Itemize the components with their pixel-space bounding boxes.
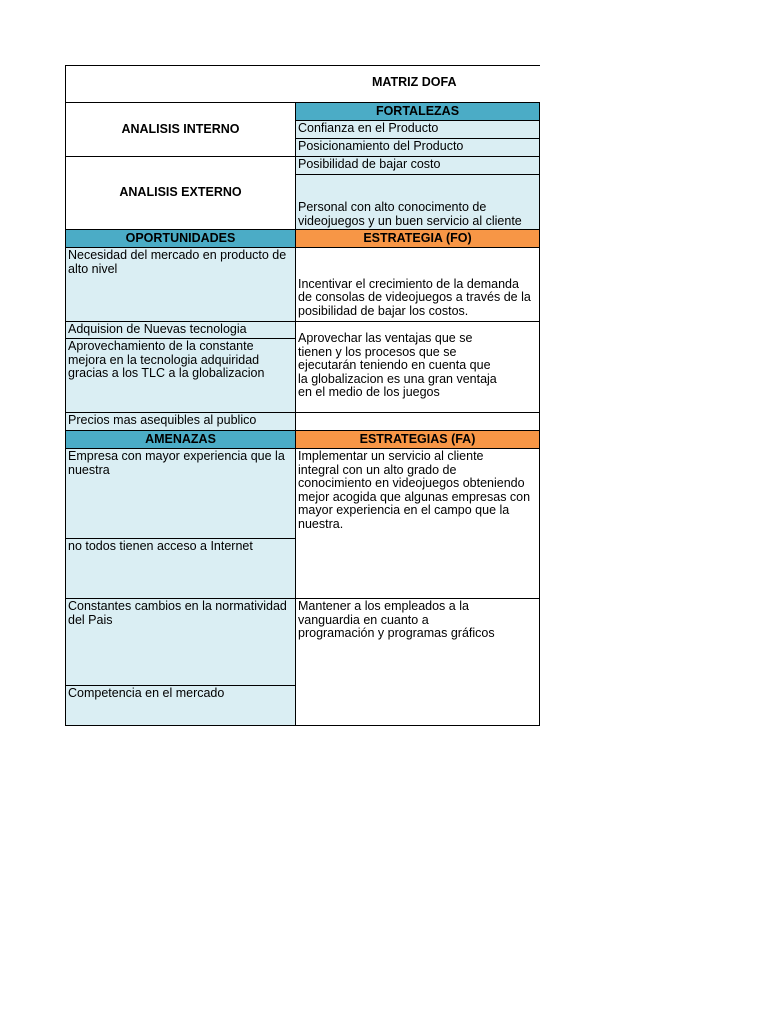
amenaza-item: Competencia en el mercado: [65, 685, 296, 726]
fortaleza-item: Posibilidad de bajar costo: [295, 156, 540, 175]
estrategia-fa-item: Implementar un servicio al cliente integral con un alto grado de conocimiento en videojuegos obteniendo mejor acogida que algunas empresas con mayor experiencia en el campo que la nuestra.: [295, 448, 540, 599]
amenazas-header: AMENAZAS: [65, 430, 296, 449]
empty-cell: [295, 412, 540, 431]
analisis-interno-label: ANALISIS INTERNO: [65, 102, 296, 157]
fortaleza-item-text: Personal con alto conocimento de videojuegos y un buen servicio al cliente: [298, 200, 522, 228]
analisis-externo-label: ANALISIS EXTERNO: [65, 156, 296, 230]
fortaleza-item: Posicionamiento del Producto: [295, 138, 540, 157]
oportunidad-item: Precios mas asequibles al publico: [65, 412, 296, 431]
estrategia-fo-header: ESTRATEGIA (FO): [295, 229, 540, 248]
amenaza-item: Constantes cambios en la normatividad del Pais: [65, 598, 296, 686]
oportunidad-item: Aprovechamiento de la constante mejora en la tecnologia adquiridad gracias a los TLC a la globalizacion: [65, 338, 296, 413]
amenaza-item: Empresa con mayor experiencia que la nuestra: [65, 448, 296, 539]
estrategias-fa-header: ESTRATEGIAS (FA): [295, 430, 540, 449]
fortaleza-item: Confianza en el Producto: [295, 120, 540, 139]
estrategia-fo-item: Aprovechar las ventajas que se tienen y los procesos que se ejecutarán teniendo en cuenta que la globalizacion es una gran ventaja en el medio de los juegos: [295, 321, 540, 413]
estrategia-fo-text: Incentivar el crecimiento de la demanda de consolas de videojuegos a través de la posibilidad de bajar los costos.: [298, 276, 531, 318]
estrategia-fa-item: Mantener a los empleados a la vanguardia en cuanto a programación y programas gráficos: [295, 598, 540, 726]
amenaza-item: no todos tienen acceso a Internet: [65, 538, 296, 599]
estrategia-fo-item: [295, 247, 540, 322]
oportunidades-header: OPORTUNIDADES: [65, 229, 296, 248]
oportunidad-item: Necesidad del mercado en producto de alto nivel: [65, 247, 296, 322]
page-title: MATRIZ DOFA: [372, 75, 457, 89]
fortalezas-header: FORTALEZAS: [295, 102, 540, 121]
title-cell: [65, 65, 540, 103]
fortaleza-item: [295, 174, 540, 230]
oportunidad-item: Adquision de Nuevas tecnologia: [65, 321, 296, 339]
